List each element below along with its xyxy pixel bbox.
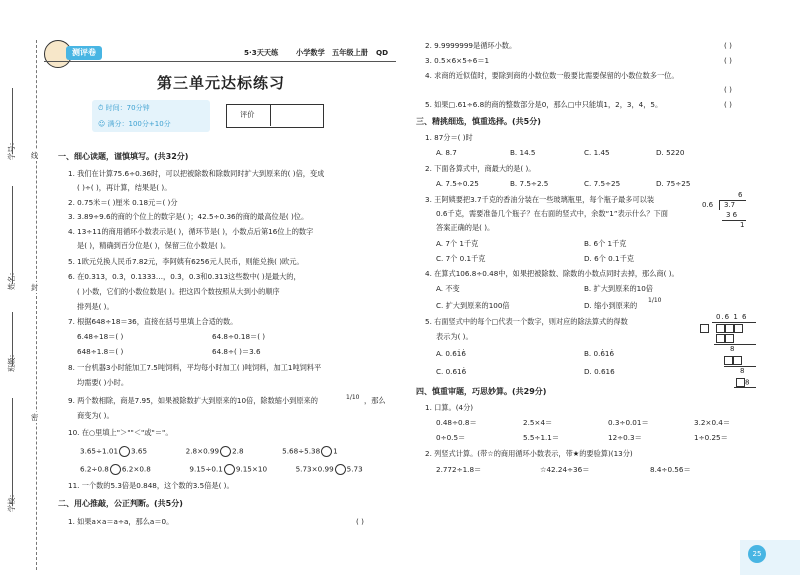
compare-circle[interactable] xyxy=(119,446,130,457)
school-line[interactable] xyxy=(12,398,13,506)
div2-divisor-boxes xyxy=(700,324,709,333)
s1-q8-line1: 8. 一台机器3小时能加工7.5吨饲料，平均每小时加工( )吨饲料，加工1吨饲料平 xyxy=(68,363,322,372)
div1-divisor: 0.6 xyxy=(702,201,714,209)
s2-q4: 4. 求商的近似值时，要除到商的小数位数一般要比需要保留的小数位数多一位。 xyxy=(425,71,679,80)
fold-mark-3: 密 xyxy=(31,413,39,422)
s2-q1-paren[interactable]: ( ) xyxy=(356,517,364,526)
s1-q5: 5. 1欧元兑换人民币7.82元，李阿姨有6256元人民币，则能兑换( )欧元。 xyxy=(68,257,304,266)
s2-q3: 3. 0.5×6×5÷6＝1 xyxy=(425,56,490,65)
s3-q5-optD[interactable]: D. 0.616 xyxy=(584,367,615,376)
page-number: 25 xyxy=(748,545,766,563)
s4-r1-c1[interactable]: 0.48÷0.8＝ xyxy=(436,418,477,427)
digit-box[interactable] xyxy=(716,334,725,343)
digit-box[interactable] xyxy=(736,378,745,387)
s1-q4-line1: 4. 13÷11的商用循环小数表示是( )，循环节是( )，小数点后第16位上的数字 xyxy=(68,227,314,236)
s1-q3: 3. 3.89÷9.6的商的个位上的数字是( )；42.5÷0.36的商的最高位是( )位。 xyxy=(68,212,309,221)
s3-q3-line3: 答案正确的是( )。 xyxy=(436,223,495,232)
s4-q1: 1. 口算。(4分) xyxy=(425,403,474,412)
s3-q4-optB[interactable]: B. 扩大到原来的10倍 xyxy=(584,284,653,293)
s1-q6-line3: 排列是( )。 xyxy=(77,302,114,311)
time-info: ⏱ 时间：70分钟 xyxy=(98,104,150,112)
s4-r1-c4[interactable]: 3.2×0.4＝ xyxy=(694,418,731,427)
div2-step2: 8 xyxy=(740,367,745,375)
s3-q2-optB[interactable]: B. 7.5÷2.5 xyxy=(510,179,549,188)
s3-q5-line2: 表示为( )。 xyxy=(436,332,473,341)
score-info: ☺ 满分：100分+10分 xyxy=(98,120,171,128)
compare-circle[interactable] xyxy=(321,446,332,457)
s3-q1-optC[interactable]: C. 1.45 xyxy=(584,148,610,157)
div2-rule1 xyxy=(714,344,756,345)
section-4-title: 四、慎重审题，巧思妙算。(共29分) xyxy=(416,387,547,396)
section-3-title: 三、精挑细选，慎重选择。(共5分) xyxy=(416,117,541,126)
long-division-2 xyxy=(700,314,760,390)
div1-dividend: 3.7 xyxy=(724,201,736,209)
s3-q3-optD[interactable]: D. 6个 0.1千克 xyxy=(584,254,634,263)
div2-step1: 8 xyxy=(730,345,735,353)
grade-name: 五年级上册 xyxy=(332,48,368,57)
div2-row3-boxes xyxy=(736,378,749,387)
s4-r2-c3[interactable]: 12÷0.3＝ xyxy=(608,433,642,442)
series-name: 5·3天天练 xyxy=(244,48,279,57)
s1-q6-line2: ( )小数，它们的小数位数是( )。把这四个数按照从大到小的顺序 xyxy=(77,287,280,296)
s4-r1-c2[interactable]: 2.5×4＝ xyxy=(523,418,553,427)
s2-q3-paren[interactable]: ( ) xyxy=(724,56,732,65)
s1-q7-r2b: 64.8÷( )＝3.6 xyxy=(212,347,261,356)
s1-q1-line1: 1. 我们在计算75.6÷0.36时，可以把被除数和除数同时扩大到原来的( )倍，变成 xyxy=(68,169,325,178)
subject-name: 小学数学 xyxy=(296,48,325,57)
digit-box[interactable] xyxy=(725,324,734,333)
student-id-line[interactable] xyxy=(12,88,13,154)
fold-mark-2: 封 xyxy=(31,283,39,292)
div1-product: 3 6 xyxy=(726,211,738,219)
section-2-title: 二、用心推敲，公正判断。(共5分) xyxy=(58,499,183,508)
name-label: 姓名： xyxy=(7,268,16,290)
s3-q1: 1. 87分＝( )时 xyxy=(425,133,473,142)
s1-q7-r1a: 6.48÷18＝( ) xyxy=(77,332,124,341)
s3-q1-optB[interactable]: B. 14.5 xyxy=(510,148,536,157)
s3-q3-line1: 3. 王阿姨要把3.7千克的香油分装在一些玻璃瓶里，每个瓶子最多可以装 xyxy=(425,195,655,204)
s2-q5-paren[interactable]: ( ) xyxy=(724,100,732,109)
s1-q1-line2: ( )÷( )，再计算，结果是( )。 xyxy=(77,183,172,192)
s2-q2-paren[interactable]: ( ) xyxy=(724,41,732,50)
s3-q2-optC[interactable]: C. 7.5÷25 xyxy=(584,179,621,188)
section-1-title: 一、细心读题，谨慎填写。(共32分) xyxy=(58,152,189,161)
student-id-label: 学号： xyxy=(7,138,16,160)
div2-row1-boxes xyxy=(716,334,734,343)
compare-circle[interactable] xyxy=(110,464,121,475)
digit-box[interactable] xyxy=(716,324,725,333)
compare-circle[interactable] xyxy=(335,464,346,475)
div2-dividend-boxes xyxy=(716,324,743,333)
div1-quotient: 6 xyxy=(738,191,743,199)
s4-r2-c2[interactable]: 5.5÷1.1＝ xyxy=(523,433,560,442)
s3-q4-optA[interactable]: A. 不变 xyxy=(436,284,460,293)
s3-q3-optC[interactable]: C. 7个 0.1千克 xyxy=(436,254,486,263)
s1-q9-line2: 商变为( )。 xyxy=(77,411,114,420)
digit-box[interactable] xyxy=(725,334,734,343)
s1-q10: 10. 在○里填上"＞""＜"或"＝"。 xyxy=(68,428,173,437)
s3-q5-line1: 5. 右面竖式中的每个□代表一个数字，则对应的除法算式的得数 xyxy=(425,317,628,326)
s3-q4: 4. 在算式106.8÷0.48中，如果把被除数、除数的小数点同时去掉，那么商( )。 xyxy=(425,269,679,278)
s3-q3-optA[interactable]: A. 7个 1千克 xyxy=(436,239,479,248)
class-line[interactable] xyxy=(12,312,13,366)
s3-q4-fraction: 1/10 xyxy=(648,297,662,304)
s1-q9-line1: 9. 两个数相除，商是7.95，如果被除数扩大到原来的10倍，除数缩小到原来的 xyxy=(68,396,318,405)
fold-mark-1: 线 xyxy=(31,151,39,160)
compare-circle[interactable] xyxy=(220,446,231,457)
s3-q4-optC[interactable]: C. 扩大到原来的100倍 xyxy=(436,301,510,310)
test-badge: 测评卷 xyxy=(66,46,102,60)
page-title: 第三单元达标练习 xyxy=(157,74,286,92)
s1-q10-row2: 6.2÷0.8 6.2×0.8 9.15÷0.1 9.15×10 5.73×0.99 5.73 xyxy=(80,464,363,474)
div1-bracket xyxy=(719,200,720,210)
s4-r2-c4[interactable]: 1÷0.25＝ xyxy=(694,433,728,442)
edition-name: QD xyxy=(376,48,389,57)
evaluation-divider xyxy=(270,104,271,126)
compare-circle[interactable] xyxy=(224,464,235,475)
s3-q5-optB[interactable]: B. 0.6̇16̇ xyxy=(584,349,615,358)
s4-r3-c1[interactable]: 2.772÷1.8＝ xyxy=(436,465,482,474)
s3-q2-optA[interactable]: A. 7.5÷0.25 xyxy=(436,179,479,188)
s1-q9-line1b: ，那么 xyxy=(364,396,386,405)
s2-q5: 5. 如果□.61÷6.8的商的整数部分是0，那么□中只能填1，2，3，4，5。 xyxy=(425,100,663,109)
s1-q6-line1: 6. 在0.313，0.3̇，0.1333…，0.3̇，0.3和0.313这些数中( )是最大的， xyxy=(68,272,301,281)
s3-q2: 2. 下面各算式中，商最大的是( )。 xyxy=(425,164,536,173)
school-label: 学校： xyxy=(7,490,16,512)
digit-box[interactable] xyxy=(700,324,709,333)
s1-q7: 7. 根据648÷18＝36，直接在括号里填上合适的数。 xyxy=(68,317,238,326)
digit-box[interactable] xyxy=(733,356,742,365)
s1-q7-r1b: 64.8÷0.18＝( ) xyxy=(212,332,266,341)
s1-q9-fraction: 1/10 xyxy=(346,394,360,401)
s2-q1: 1. 如果a×a＝a÷a，那么a＝0。 xyxy=(68,517,174,526)
s4-r1-c3[interactable]: 0.3÷0.01＝ xyxy=(608,418,649,427)
s3-q5-optA[interactable]: A. 0.61̇6̇ xyxy=(436,349,466,358)
s1-q11: 11. 一个数的5.3倍是0.848，这个数的3.5倍是( )。 xyxy=(68,481,234,490)
s3-q5-optC[interactable]: C. 0.616̇ xyxy=(436,367,467,376)
s3-q1-optD[interactable]: D. 5220 xyxy=(656,148,685,157)
div2-step3: 8 xyxy=(745,378,750,387)
name-line[interactable] xyxy=(12,186,13,284)
long-division-1 xyxy=(700,192,760,232)
div2-row2-boxes xyxy=(724,356,742,365)
s4-r3-c3[interactable]: 8.4÷0.56＝ xyxy=(650,465,691,474)
s3-q2-optD[interactable]: D. 75÷25 xyxy=(656,179,691,188)
div2-bar xyxy=(712,322,756,323)
s1-q8-line2: 均需要( )小时。 xyxy=(77,378,129,387)
s4-r2-c1[interactable]: 0÷0.5＝ xyxy=(436,433,466,442)
s1-q7-r2a: 648÷1.8＝( ) xyxy=(77,347,124,356)
s2-q4-paren[interactable]: ( ) xyxy=(724,85,732,94)
s3-q4-optD[interactable]: D. 缩小到原来的 xyxy=(584,301,638,310)
s3-q1-optA[interactable]: A. 8.7 xyxy=(436,148,457,157)
s3-q3-line2: 0.6千克，需要准备几个瓶子？在右面的竖式中，余数“1”表示什么？下面 xyxy=(436,209,668,218)
s1-q10-row1: 3.65÷1.01 3.65 2.8×0.99 2.8 5.68÷5.38 1 xyxy=(80,446,338,456)
div2-rule3 xyxy=(734,387,756,388)
fold-line xyxy=(36,40,37,570)
digit-box[interactable] xyxy=(724,356,733,365)
s1-q4-line2: 是( )，精确到百分位是( )，保留三位小数是( )。 xyxy=(77,241,231,250)
evaluation-label: 评价 xyxy=(240,110,255,119)
s4-q2: 2. 列竖式计算。(带☆的商用循环小数表示，带★的要验算)(13分) xyxy=(425,449,633,458)
s1-q2: 2. 0.75米＝( )厘米 0.18元＝( )分 xyxy=(68,198,178,207)
digit-box[interactable] xyxy=(734,324,743,333)
class-label: 班级： xyxy=(7,350,16,372)
s4-r3-c2[interactable]: ☆42.24÷36＝ xyxy=(540,465,590,474)
s3-q3-optB[interactable]: B. 6个 1千克 xyxy=(584,239,627,248)
header-rule xyxy=(44,61,396,62)
s2-q2: 2. 9.9999999是循环小数。 xyxy=(425,41,517,50)
div1-remainder: 1 xyxy=(740,221,745,229)
div2-quotient: 0.6 1 6 xyxy=(716,313,748,321)
